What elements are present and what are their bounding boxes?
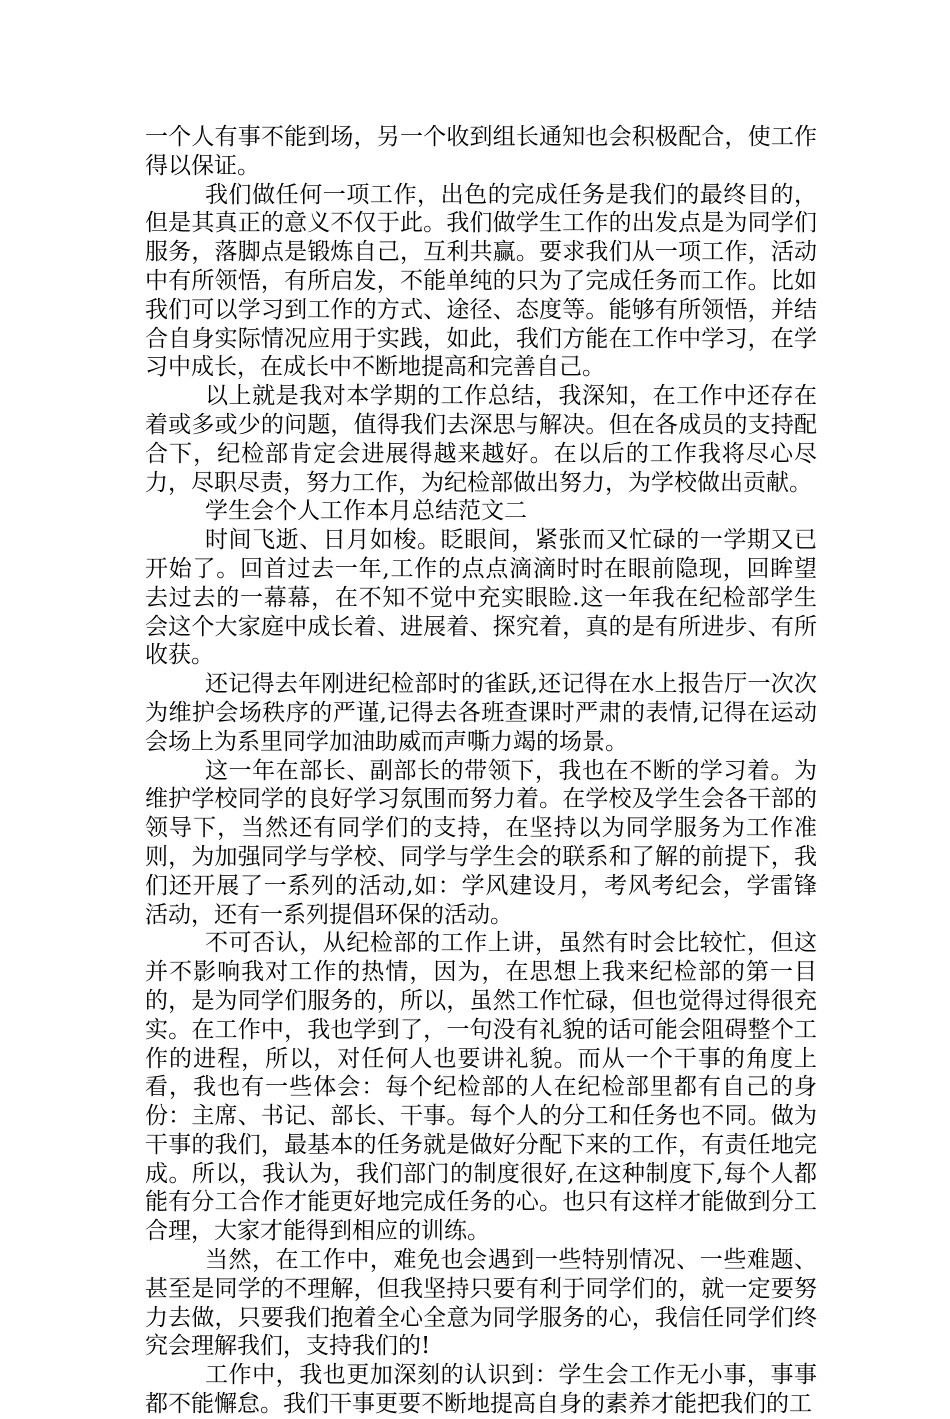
paragraph-6: 这一年在部长、副部长的带领下，我也在不断的学习着。为维护学校同学的良好学习氛围而努力着。在学校及学生会各干部的领导下，当然还有同学们的支持，在坚持以为同学服务为工作准则，为加强同学与学校、同学与学生会的联系和了解的前提下，我们还开展了一系列的活动,如：学风建设月，考风考纪会，学雷锋活动，还有一系列提倡环保的活动。	[145, 757, 817, 928]
section-heading: 学生会个人工作本月总结范文二	[205, 498, 527, 525]
paragraph-8: 当然，在工作中，难免也会遇到一些特别情况、一些难题、甚至是同学的不理解，但我坚持只要有利于同学们的，就一定要努力去做，只要我们抱着全心全意为同学服务的心，我信任同学们终究会理解我们，支持我们的!	[145, 1247, 817, 1360]
paragraph-1: 一个人有事不能到场，另一个收到组长通知也会积极配合，使工作得以保证。	[145, 124, 817, 179]
paragraph-2: 我们做任何一项工作，出色的完成任务是我们的最终目的，但是其真正的意义不仅于此。我们做学生工作的出发点是为同学们服务，落脚点是锻炼自己，互利共赢。要求我们从一项工作，活动中有所领悟，有所启发，不能单纯的只为了完成任务而工作。比如我们可以学习到工作的方式、途径、态度等。能够有所领悟，并结合自身实际情况应用于实践，如此，我们方能在工作中学习，在学习中成长，在成长中不断地提高和完善自己。	[145, 181, 817, 381]
paragraph-3: 以上就是我对本学期的工作总结，我深知，在工作中还存在着或多或少的问题，值得我们去深思与解决。但在各成员的支持配合下，纪检部肯定会进展得越来越好。在以后的工作我将尽心尽力，尽职尽责，努力工作，为纪检部做出努力，为学校做出贡献。	[145, 383, 817, 496]
document-body	[145, 123, 817, 1419]
paragraph-5: 还记得去年刚进纪检部时的雀跃,还记得在水上报告厅一次次为维护会场秩序的严谨,记得去各班查课时严肃的表情,记得在运动会场上为系里同学加油助威而声嘶力竭的场景。	[145, 671, 817, 755]
paragraph-7: 不可否认，从纪检部的工作上讲，虽然有时会比较忙，但这并不影响我对工作的热情，因为，在思想上我来纪检部的第一目的，是为同学们服务的，所以，虽然工作忙碌，但也觉得过得很充实。在工作中，我也学到了，一句没有礼貌的话可能会阻碍整个工作的进程，所以，对任何人也要讲礼貌。而从一个干事的角度上看，我也有一些体会：每个纪检部的人在纪检部里都有自己的身份：主席、书记、部长、干事。每个人的分工和任务也不同。做为干事的我们，最基本的任务就是做好分配下来的工作，有责任地完成。所以，我认为，我们部门的制度很好,在这种制度下,每个人都能有分工合作才能更好地完成任务的心。也只有这样才能做到分工合理，大家才能得到相应的训练。	[145, 930, 817, 1245]
paragraph-4: 时间飞逝、日月如梭。眨眼间，紧张而又忙碌的一学期又已开始了。回首过去一年,工作的点点滴滴时时在眼前隐现，回眸望去过去的一幕幕，在不知不觉中充实眼睑.这一年我在纪检部学生会这个大家庭中成长着、进展着、探究着，真的是有所进步、有所收获。	[145, 527, 817, 669]
paragraph-9: 工作中，我也更加深刻的认识到：学生会工作无小事，事事都不能懈怠。我们干事更要不断地提高自身的素养才能把我们的工	[145, 1362, 817, 1418]
